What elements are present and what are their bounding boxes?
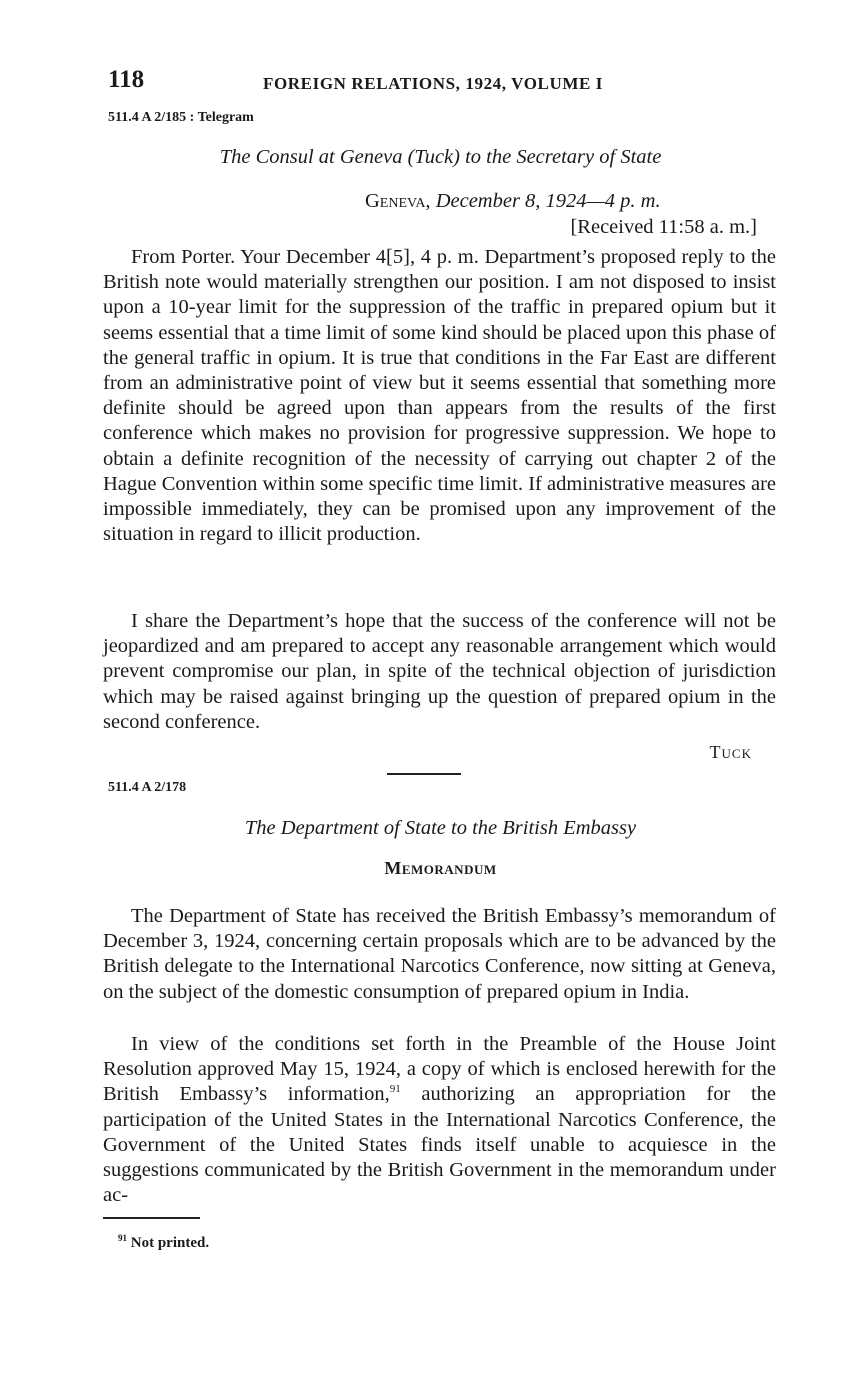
telegram-title-after: ) to the Secretary of State — [453, 146, 662, 168]
running-title: FOREIGN RELATIONS, 1924, VOLUME I — [263, 74, 603, 93]
footnote-text: Not printed. — [130, 1235, 210, 1251]
memo-heading: Memorandum — [384, 858, 497, 878]
footnote-rule — [103, 1217, 200, 1219]
telegram-paragraph-1: From Porter. Your December 4[5], 4 p. m. Department’s proposed reply to the British note would materially strengthen our position. I am not disposed to insist upon a 10-year limit for the suppression of the traffic in prepared opium but it seems essential that a time limit of some kind should be placed upon this phase of the general traffic in opium. It is true that conditions in the Far East are different from an administrative point of view but it seems essential that something more definite should be agreed upon than appears from the results of the first conference which makes no provision for progressive suppression. We hope to obtain a definite recognition of the necessity of carrying out chapter 2 of the Hague Convention within some specific time limit. If administrative measures are impossible immediately, they can be promised upon any improvement of the situation in regard to illicit production. — [103, 246, 776, 546]
date-place: Geneva, — [365, 190, 431, 212]
footnote — [118, 1233, 209, 1252]
memo-paragraph-1: The Department of State has received the British Embassy’s memorandum of December 3, 1924, concerning certain proposals which are to be advanced by the British delegate to the International Narcotics Conference, now sitting at Geneva, on the subject of the domestic consumption of prepared opium in India. — [103, 905, 776, 1003]
telegram-title-name: Tuck — [414, 146, 454, 168]
memo-paragraph-2: In view of the conditions set forth in the Preamble of the House Joint Resolution approved May 15, 1924, a copy of which is enclosed herewith for the British Embassy’s information,$^{91}$ authorizing an appropriation for the participation of the United States in the International Narcotics Conference, the Government of the United States finds itself unable to acquiesce in the suggestions communicated by the British Government in the memorandum under ac- — [103, 1033, 776, 1207]
footnote-marker: 91 — [118, 1233, 127, 1243]
file-number-memo: 511.4 A 2/178 — [108, 780, 187, 795]
received-time: [Received 11:58 a. m.] — [570, 216, 757, 238]
page-number: 118 — [108, 66, 145, 93]
signature: Tuck — [709, 742, 752, 762]
date-time: December 8, 1924—4 p. m. — [435, 190, 661, 212]
page-header — [108, 66, 773, 100]
footnote-reference: 91 — [389, 1083, 401, 1096]
file-number-telegram: 511.4 A 2/185 : Telegram — [108, 110, 254, 125]
dateline — [365, 190, 661, 213]
telegram-title-before: The Consul at Geneva ( — [219, 146, 415, 168]
section-divider — [387, 773, 461, 775]
telegram-title — [108, 146, 773, 169]
telegram-paragraph-2: I share the Department’s hope that the success of the conference will not be jeopardized and am prepared to accept any reasonable arrangement which would prevent compromise our plan, in spite of the technical objection of jurisdiction which may be raised against bringing up the question of prepared opium in the second conference. — [103, 610, 776, 733]
memo-title: The Department of State to the British Embassy — [244, 817, 637, 839]
